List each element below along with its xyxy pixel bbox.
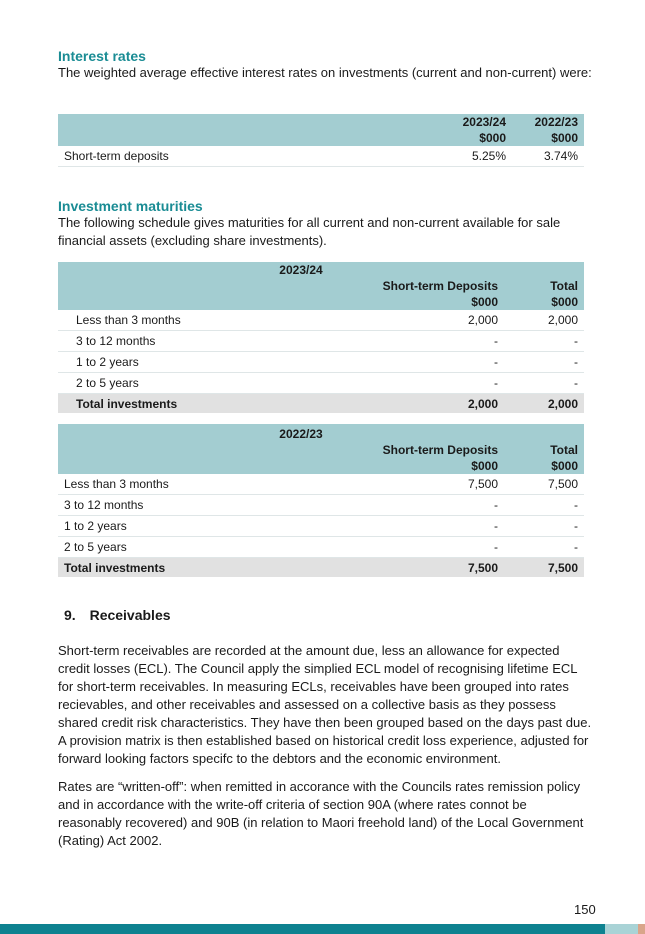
header-label-cell xyxy=(58,114,440,146)
table-row: 2 to 5 years - - xyxy=(58,537,584,558)
receivables-paragraph-2: Rates are “written-off”: when remitted in accorance with the Councils rates remission policy and in accordance with the write-off criteria of section 90A (where rates connot be reasonably recovered) and 90B (in relation to Maori freehold land) of the Local Government (Rating) Act 2002. xyxy=(58,779,584,848)
table-year: 2023/24 xyxy=(279,263,323,277)
investment-maturities-heading: Investment maturities xyxy=(58,198,203,214)
table-row xyxy=(58,146,584,167)
maturities-table-2022-23 xyxy=(58,424,584,577)
table-row: 1 to 2 years - - xyxy=(58,516,584,537)
interest-rates-text: The weighted average effective interest rates on investments (current and non-current) were: xyxy=(58,65,592,80)
footer-bar-light xyxy=(605,924,638,934)
table-header-row xyxy=(58,278,584,310)
table-row: 2 to 5 years - - xyxy=(58,373,584,394)
maturities-table-2023-24 xyxy=(58,262,584,413)
header-short-term-deposits: Short-term Deposits $000 xyxy=(382,279,498,309)
receivables-paragraph-1: Short-term receivables are recorded at the amount due, less an allowance for expected credit losses (ECL). The Council apply the simplied ECL model of recognising lifetime ECL for short-term receivables. In measuring ECLs, receivables have been grouped into rates recievables, and other receivables and assessed on a collective basis as they possess shared credit risk characteristics. They have then been grouped based on the days past due. A provision matrix is then established based on historical credit loss experience, adjusted for forward looking factors specifc to the debtors and the economic environment. xyxy=(58,643,592,766)
table-header-row xyxy=(58,442,584,474)
investment-maturities-text: The following schedule gives maturities for all current and non-current available for sale financial assets (excluding share investments). xyxy=(58,215,561,248)
table-row: Less than 3 months 7,500 7,500 xyxy=(58,474,584,495)
table-title-row xyxy=(58,262,584,278)
table-year: 2022/23 xyxy=(279,427,323,441)
table-header-row xyxy=(58,114,584,146)
header-short-term-deposits: Short-term Deposits $000 xyxy=(382,443,498,473)
section-heading-receivables xyxy=(64,607,171,623)
row-value-2023-24: 5.25% xyxy=(440,146,512,167)
section-number: 9. xyxy=(64,607,76,623)
table-row: 1 to 2 years - - xyxy=(58,352,584,373)
header-2023-24: 2023/24 $000 xyxy=(462,115,506,145)
footer-bar xyxy=(0,924,605,934)
table-row: 3 to 12 months - - xyxy=(58,495,584,516)
row-value-2022-23: 3.74% xyxy=(512,146,584,167)
table-row: 3 to 12 months - - xyxy=(58,331,584,352)
footer-bar-end xyxy=(638,924,645,934)
total-row: Total investments 7,500 7,500 xyxy=(58,558,584,578)
header-total: Total $000 xyxy=(550,443,578,473)
header-2022-23: 2022/23 $000 xyxy=(534,115,578,145)
table-row: Less than 3 months 2,000 2,000 xyxy=(58,310,584,331)
interest-rates-table xyxy=(58,114,584,167)
page-number: 150 xyxy=(574,902,596,917)
table-title-row xyxy=(58,424,584,442)
header-total: Total $000 xyxy=(550,279,578,309)
section-title: Receivables xyxy=(89,607,171,623)
row-label: Short-term deposits xyxy=(58,146,440,167)
interest-rates-heading: Interest rates xyxy=(58,48,146,64)
total-row: Total investments 2,000 2,000 xyxy=(58,394,584,414)
